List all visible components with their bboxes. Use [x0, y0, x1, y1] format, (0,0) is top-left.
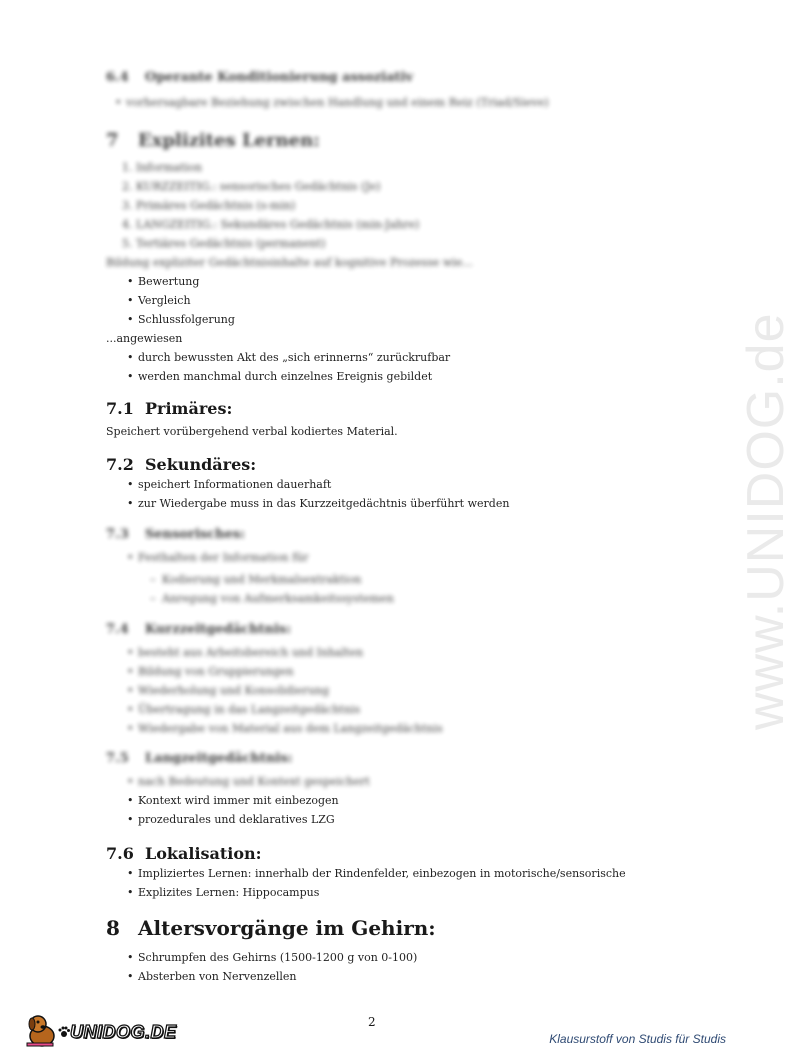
list-item: • Übertragung in das Langzeitgedächtnis	[138, 703, 360, 716]
document-page	[106, 0, 626, 1060]
enum-item: 1. Information	[122, 161, 203, 174]
list-item: • Absterben von Nervenzellen	[138, 970, 297, 983]
logo-text: UNIDOG.DE	[70, 1021, 177, 1042]
list-item: • zur Wiedergabe muss in das Kurzzeitgedächtnis überführt werden	[138, 497, 509, 510]
sub-list-item: – Kodierung und Merkmalsextraktion	[162, 573, 361, 586]
list-item: • besteht aus Arbeitsbereich und Inhalten	[138, 646, 363, 659]
sub-list-item: – Anregung von Aufmerksamkeitssystemen	[162, 592, 394, 605]
section-7-intro: Bildung expliziter Gedächtnisinhalte auf kognitive Prozesse wie...	[106, 256, 473, 269]
list-item: • Wiedergabe von Material aus dem Langzeitgedächtnis	[138, 722, 443, 735]
section-7-6-heading: 7.6 Lokalisation:	[106, 844, 262, 863]
list-item: • speichert Informationen dauerhaft	[138, 478, 331, 491]
list-item: • werden manchmal durch einzelnes Ereignis gebildet	[138, 370, 432, 383]
list-item: • Vergleich	[138, 294, 191, 307]
unidog-logo[interactable]	[24, 1012, 177, 1052]
section-6-4-heading: 6.4 Operante Konditionierung assoziativ	[106, 70, 413, 85]
section-7-1-heading: 7.1 Primäres:	[106, 399, 233, 418]
list-item: • prozedurales und deklaratives LZG	[138, 813, 335, 826]
section-7-heading: 7 Explizites Lernen:	[106, 130, 320, 151]
list-item: • Festhalten der Information für	[138, 551, 309, 564]
section-7-2-heading: 7.2 Sekundäres:	[106, 455, 257, 474]
list-item: • Wiederholung und Konsolidierung	[138, 684, 329, 697]
list-item: • durch bewussten Akt des „sich erinnerns“ zurückrufbar	[138, 351, 450, 364]
enum-item: 2. KURZZEITIG.: sensorisches Gedächtnis (Je)	[122, 180, 381, 193]
enum-item: 3. Primäres Gedächtnis (s-min)	[122, 199, 296, 212]
list-item: • Impliziertes Lernen: innerhalb der Rindenfelder, einbezogen in motorische/sensorische	[138, 867, 626, 880]
list-item: • Schlussfolgerung	[138, 313, 235, 326]
section-7-3-heading: 7.3 Sensorisches:	[106, 527, 245, 542]
enum-item: 5. Tertiäres Gedächtnis (permanent)	[122, 237, 326, 250]
enum-item: 4. LANGZEITIG.: Sekundäres Gedächtnis (min-Jahre)	[122, 218, 420, 231]
section-7-4-heading: 7.4 Kurzzeitgedächtnis:	[106, 622, 292, 637]
page-number: 2	[368, 1015, 376, 1029]
watermark	[676, 280, 795, 730]
list-item: • Bewertung	[138, 275, 199, 288]
paw-icon	[58, 1023, 70, 1042]
angewiesen-text: ...angewiesen	[106, 332, 183, 345]
section-8-heading: 8 Altersvorgänge im Gehirn:	[106, 916, 436, 940]
list-item: • Schrumpfen des Gehirns (1500-1200 g von 0-100)	[138, 951, 417, 964]
section-7-1-text: Speichert vorübergehend verbal kodiertes Material.	[106, 425, 398, 438]
list-item: • Bildung von Gruppierungen	[138, 665, 294, 678]
section-7-5-heading: 7.5 Langzeitgedächtnis:	[106, 751, 293, 766]
dog-icon	[24, 1012, 58, 1052]
section-6-4-bullet: • vorhersagbare Beziehung zwischen Handlung und einem Reiz (Triad/Sieve)	[126, 96, 549, 109]
footer-tagline: Klausurstoff von Studis für Studis	[549, 1032, 726, 1046]
watermark-text: www.UNIDOG.de	[737, 312, 795, 730]
list-item: • Explizites Lernen: Hippocampus	[138, 886, 319, 899]
list-item: • Kontext wird immer mit einbezogen	[138, 794, 339, 807]
list-item: • nach Bedeutung und Kontext gespeichert	[138, 775, 370, 788]
